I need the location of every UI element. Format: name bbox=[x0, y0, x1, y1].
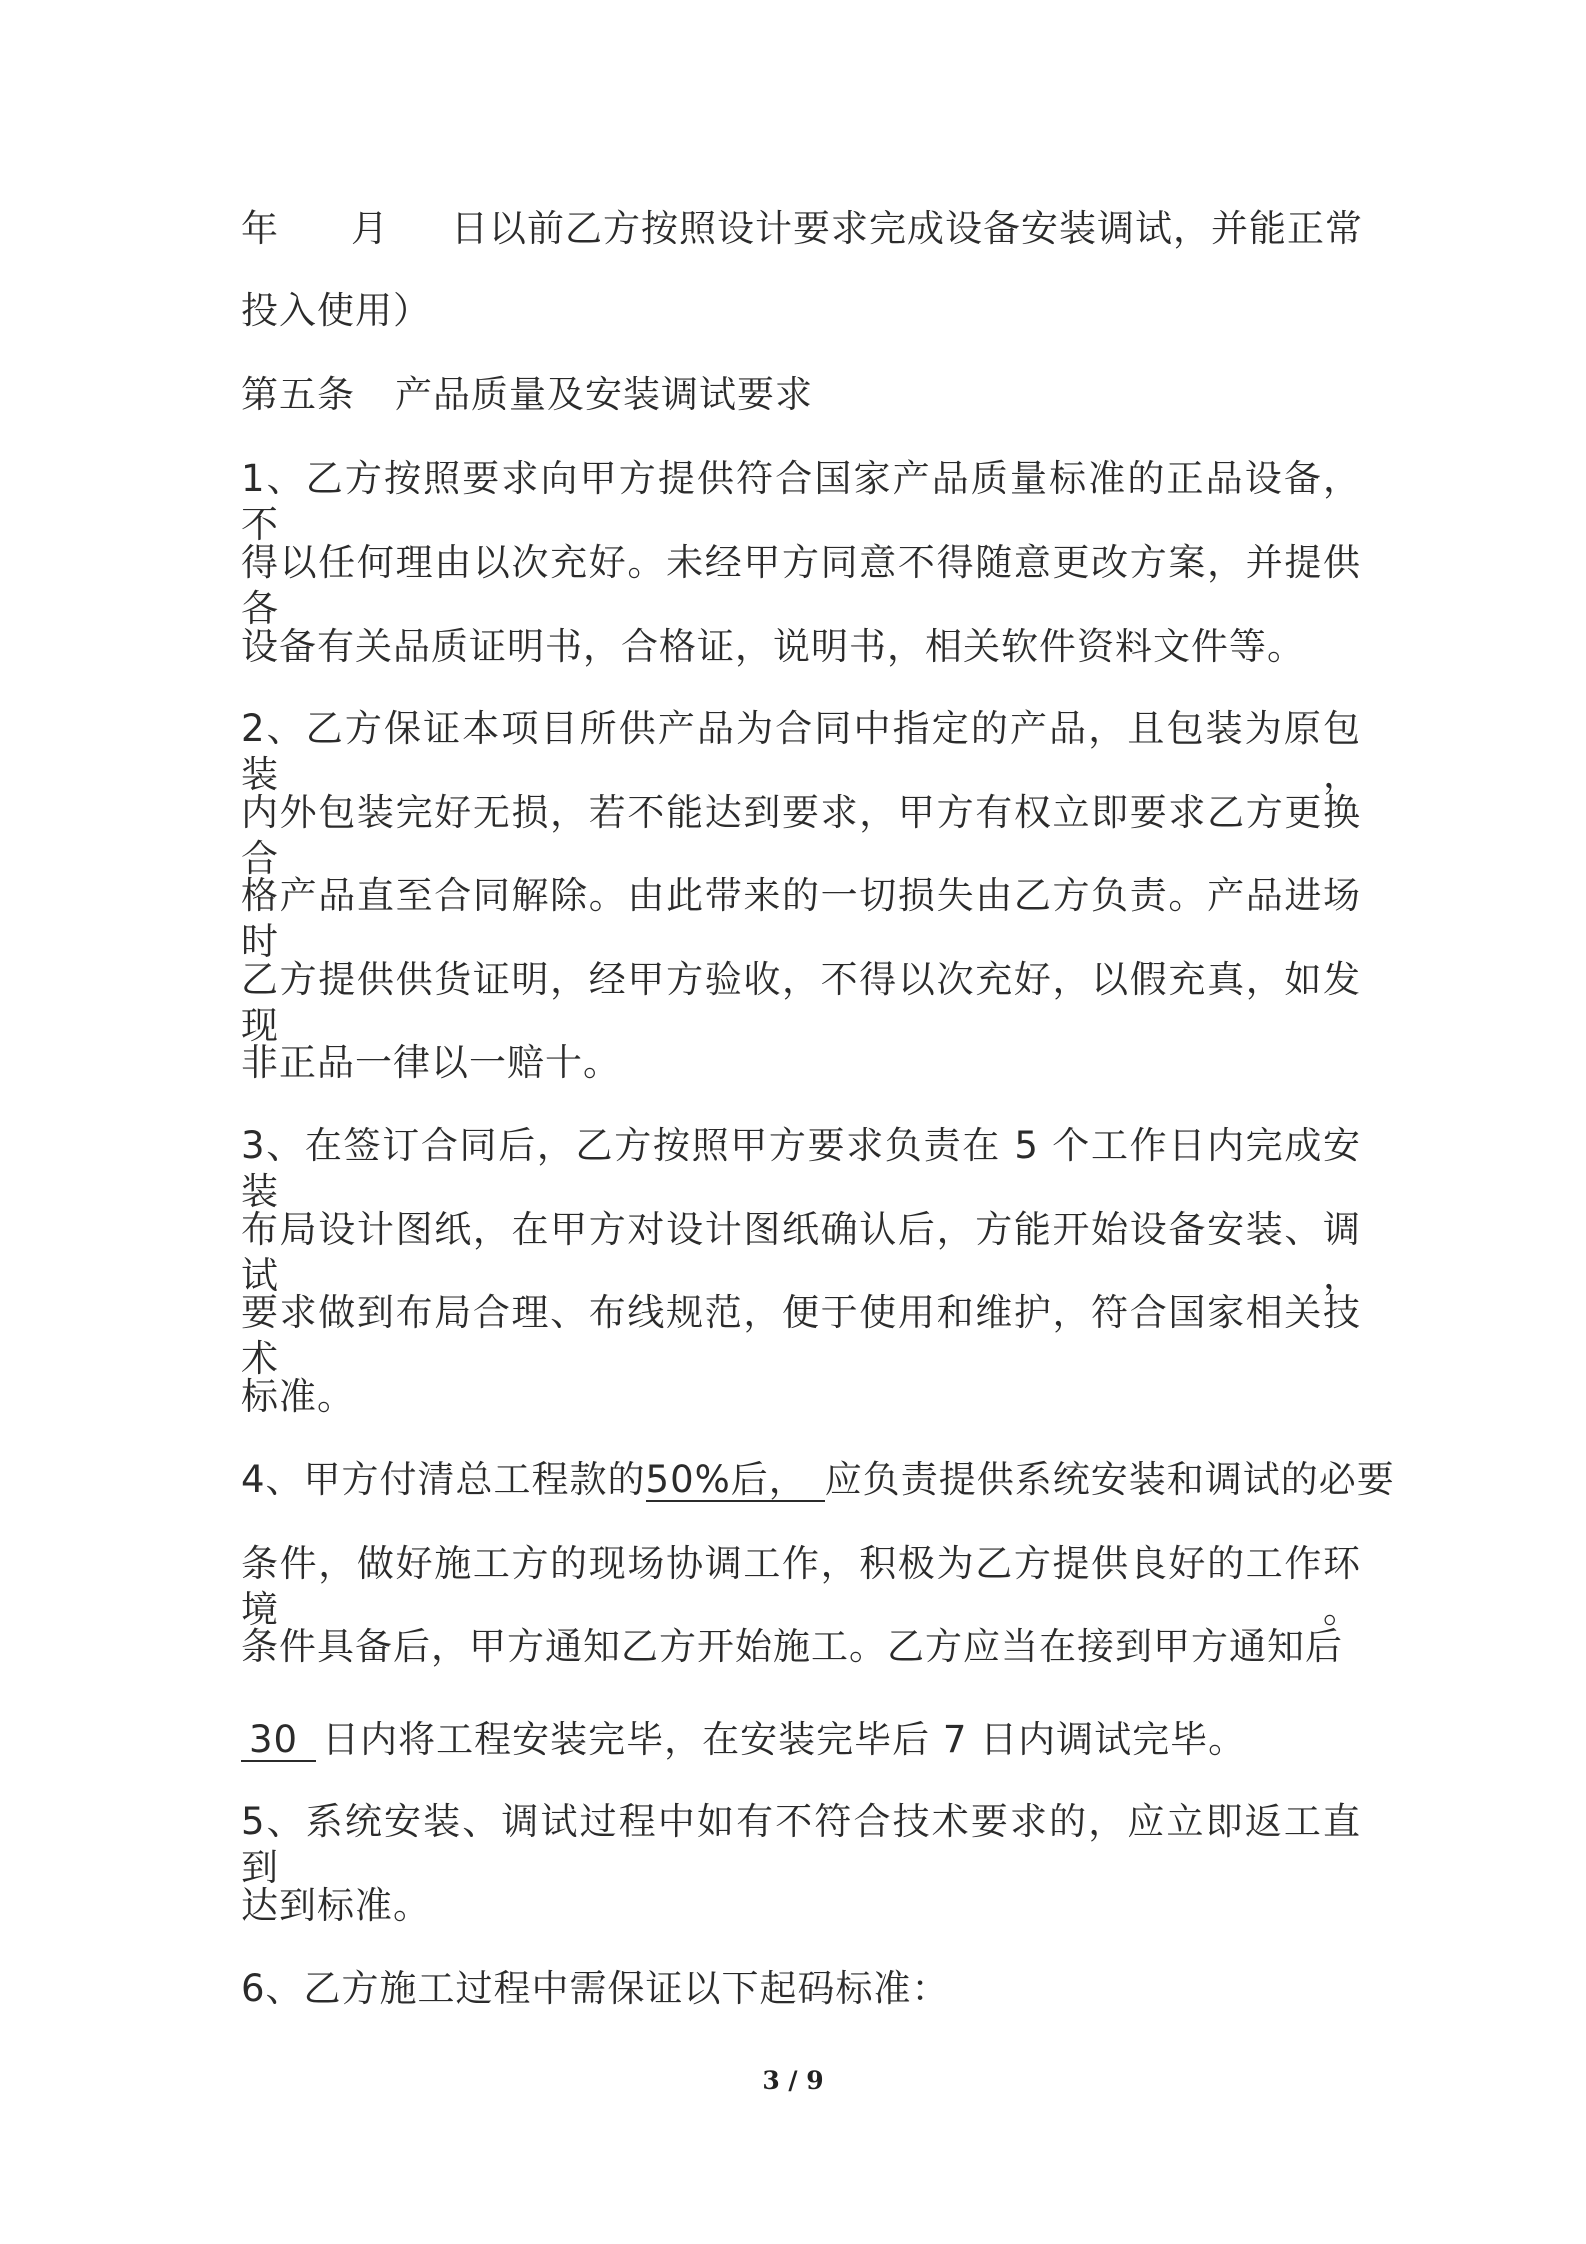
text-line: 格产品直至合同解除。由此带来的一切损失由乙方负责。产品进场时 bbox=[241, 874, 1361, 963]
underlined-percentage: 50%后， bbox=[646, 1460, 825, 1502]
text-line: 内外包装完好无损，若不能达到要求，甲方有权立即要求乙方更换合 bbox=[241, 791, 1361, 880]
text-line: 达到标准。 bbox=[241, 1884, 431, 1927]
text-line: 设备有关品质证明书，合格证，说明书，相关软件资料文件等。 bbox=[241, 625, 1305, 668]
text-line: 要求做到布局合理、布线规范，便于使用和维护，符合国家相关技术 bbox=[241, 1291, 1361, 1380]
date-day-text: 日以前乙方按照设计要求完成设备安装调试，并能正常 bbox=[451, 207, 1363, 250]
section-heading bbox=[241, 372, 1361, 418]
page-number: 3 / 9 bbox=[762, 2066, 824, 2095]
text-line: 3、在签订合同后，乙方按照甲方要求负责在 5 个工作日内完成安装 bbox=[241, 1124, 1361, 1213]
text-line: 条件，做好施工方的现场协调工作，积极为乙方提供良好的工作环境。 bbox=[241, 1542, 1361, 1631]
underlined-days: 30 bbox=[241, 1720, 316, 1762]
text-line: 投入使用） bbox=[241, 289, 431, 332]
text-line-days bbox=[241, 1717, 1361, 1763]
text-line-date bbox=[241, 206, 1361, 252]
text-line: 1、乙方按照要求向甲方提供符合国家产品质量标准的正品设备，不 bbox=[241, 457, 1361, 546]
text-segment: 4、甲方付清总工程款的 bbox=[241, 1458, 646, 1501]
date-year-label: 年 bbox=[241, 207, 279, 250]
text-segment: 应负责提供系统安装和调试的必要 bbox=[824, 1458, 1395, 1501]
text-line: 条件具备后，甲方通知乙方开始施工。乙方应当在接到甲方通知后 bbox=[241, 1625, 1343, 1668]
article-title: 产品质量及安装调试要求 bbox=[395, 373, 813, 416]
text-line: 布局设计图纸，在甲方对设计图纸确认后，方能开始设备安装、调试， bbox=[241, 1208, 1361, 1297]
text-segment: 日内将工程安装完毕，在安装完毕后 7 日内调试完毕。 bbox=[322, 1718, 1247, 1761]
text-line: 标准。 bbox=[241, 1375, 355, 1418]
text-line: 5、系统安装、调试过程中如有不符合技术要求的，应立即返工直到 bbox=[241, 1800, 1361, 1889]
text-line: 6、乙方施工过程中需保证以下起码标准： bbox=[241, 1967, 950, 2010]
article-number: 第五条 bbox=[241, 373, 355, 416]
text-line: 2、乙方保证本项目所供产品为合同中指定的产品，且包装为原包装， bbox=[241, 707, 1361, 796]
text-line-payment bbox=[241, 1457, 1395, 1503]
text-line: 非正品一律以一赔十。 bbox=[241, 1041, 621, 1084]
text-line: 乙方提供供货证明，经甲方验收，不得以次充好，以假充真，如发现 bbox=[241, 958, 1361, 1047]
date-month-label: 月 bbox=[351, 207, 389, 250]
text-line: 得以任何理由以次充好。未经甲方同意不得随意更改方案，并提供各 bbox=[241, 541, 1361, 630]
